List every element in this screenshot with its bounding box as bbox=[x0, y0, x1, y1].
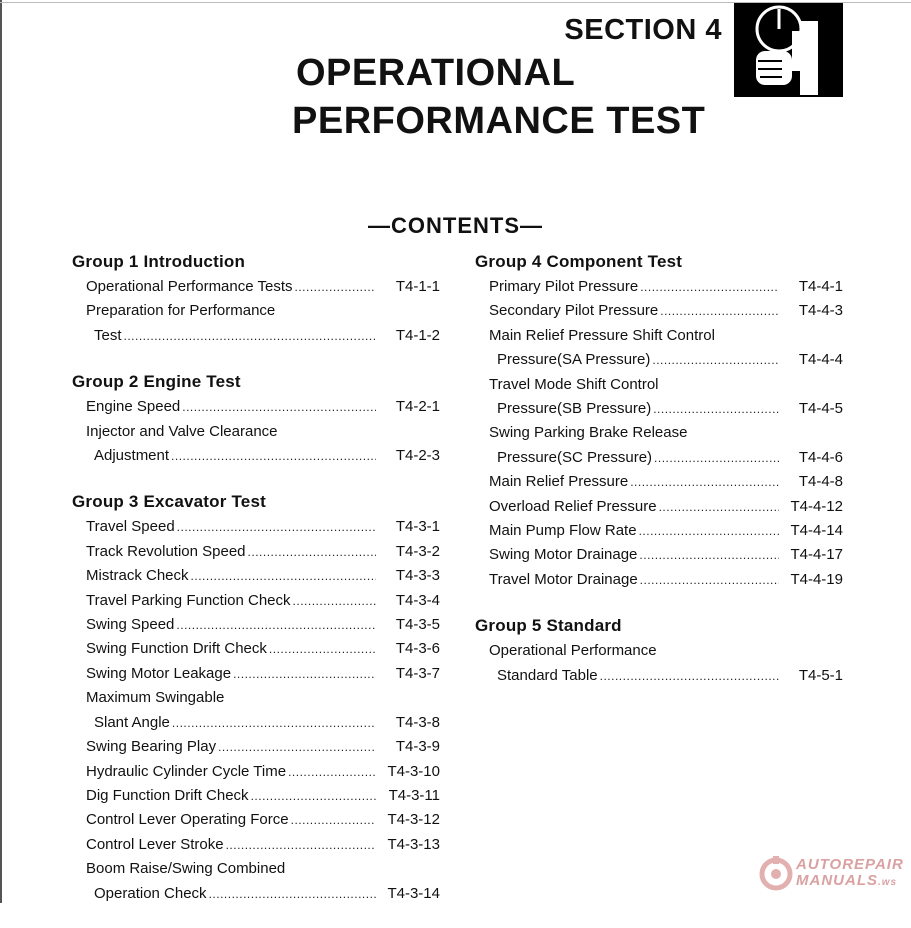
page-number: T4-4-12 bbox=[790, 497, 843, 515]
toc-entry[interactable]: Injector and Valve Clearance Adjustment ..... T4-2-3 bbox=[72, 420, 440, 469]
gauge-hand-icon bbox=[734, 3, 843, 97]
page-number: T4-4-14 bbox=[790, 522, 843, 540]
page-number: T4-3-3 bbox=[395, 567, 440, 585]
page-number: T4-2-1 bbox=[395, 398, 440, 416]
contents-heading: —CONTENTS— bbox=[368, 213, 543, 238]
page-number: T4-1-1 bbox=[395, 278, 440, 295]
toc-entry[interactable]: Primary Pilot Pressure ..... T4-4-1 bbox=[475, 275, 843, 299]
toc-entry[interactable]: Track Revolution Speed ..... T4-3-2 bbox=[72, 540, 440, 564]
page-number: T4-4-4 bbox=[798, 351, 843, 369]
toc-group-1 bbox=[72, 250, 440, 348]
section-label: SECTION 4 bbox=[564, 14, 722, 46]
page-number: T4-4-3 bbox=[798, 302, 843, 320]
page-number: T4-4-17 bbox=[790, 546, 843, 564]
toc-entry[interactable]: Overload Relief Pressure ..... T4-4-12 bbox=[475, 495, 843, 519]
toc-entry[interactable]: Swing Motor Leakage ..... T4-3-7 bbox=[72, 662, 440, 686]
page-number: T4-1-2 bbox=[395, 326, 440, 344]
page-number: T4-3-4 bbox=[395, 591, 440, 609]
toc-entry[interactable]: Swing Parking Brake Release Pressure(SC Pressure) ..... T4-4-6 bbox=[475, 421, 843, 470]
toc-entry[interactable]: Swing Motor Drainage ..... T4-4-17 bbox=[475, 543, 843, 567]
toc-entry[interactable]: Travel Mode Shift Control Pressure(SB Pressure) ..... T4-4-5 bbox=[475, 373, 843, 422]
toc-entry[interactable]: Travel Motor Drainage ..... T4-4-19 bbox=[475, 568, 843, 592]
toc-entry[interactable]: Preparation for Performance Test ..... T4-1-2 bbox=[72, 299, 440, 348]
page-title-line-1: OPERATIONAL bbox=[296, 52, 576, 94]
wrench-logo-icon bbox=[758, 854, 794, 894]
page-number: T4-3-7 bbox=[395, 664, 440, 682]
toc-group-4 bbox=[475, 250, 843, 592]
toc-entry[interactable]: Swing Speed ..... T4-3-5 bbox=[72, 613, 440, 637]
toc-entry[interactable]: Main Relief Pressure Shift Control Pressure(SA Pressure) ..... T4-4-4 bbox=[475, 324, 843, 373]
toc-entry[interactable]: Operational Performance Standard Table ..... T4-5-1 bbox=[475, 639, 843, 688]
page-number: T4-3-10 bbox=[387, 762, 440, 780]
page-number: T4-4-1 bbox=[798, 278, 843, 295]
toc-entry[interactable]: Main Relief Pressure ..... T4-4-8 bbox=[475, 470, 843, 494]
page-number: T4-3-11 bbox=[388, 786, 440, 804]
page-number: T4-3-2 bbox=[395, 542, 440, 560]
toc-entry[interactable]: Engine Speed ..... T4-2-1 bbox=[72, 395, 440, 419]
page-number: T4-3-12 bbox=[387, 811, 440, 829]
toc-entry[interactable]: Control Lever Stroke ..... T4-3-13 bbox=[72, 833, 440, 857]
toc-entry[interactable]: Travel Parking Function Check ..... T4-3-4 bbox=[72, 589, 440, 613]
page-number: T4-3-14 bbox=[387, 884, 440, 902]
page-number: T4-4-8 bbox=[798, 473, 843, 491]
page-number: T4-3-13 bbox=[387, 835, 440, 853]
group-title: Group 5 Standard bbox=[475, 616, 622, 636]
toc-entry[interactable]: Swing Function Drift Check ..... T4-3-6 bbox=[72, 637, 440, 661]
group-title: Group 3 Excavator Test bbox=[72, 492, 266, 512]
toc-entry[interactable]: Swing Bearing Play ..... T4-3-9 bbox=[72, 735, 440, 759]
toc-entry[interactable]: Maximum Swingable Slant Angle ..... T4-3-8 bbox=[72, 686, 440, 735]
toc-entry[interactable]: Control Lever Operating Force ..... T4-3-12 bbox=[72, 808, 440, 832]
group-title: Group 4 Component Test bbox=[475, 252, 683, 271]
group-title: Group 1 Introduction bbox=[72, 252, 246, 271]
toc-entry[interactable]: Boom Raise/Swing Combined Operation Check ..... T4-3-14 bbox=[72, 857, 440, 906]
toc-group-5 bbox=[475, 614, 843, 688]
toc-entry[interactable]: Main Pump Flow Rate ..... T4-4-14 bbox=[475, 519, 843, 543]
watermark-line-1: AUTOREPAIR bbox=[796, 856, 904, 873]
watermark-line-2: MANUALS.ws bbox=[796, 872, 898, 889]
toc-group-3 bbox=[72, 490, 440, 906]
page-number: T4-2-3 bbox=[395, 447, 440, 465]
toc-entry[interactable]: Secondary Pilot Pressure ..... T4-4-3 bbox=[475, 299, 843, 323]
page-left-edge bbox=[0, 0, 2, 903]
toc-group-2 bbox=[72, 370, 440, 468]
page-number: T4-3-9 bbox=[395, 738, 440, 756]
page-number: T4-4-6 bbox=[798, 448, 843, 466]
page-number: T4-4-19 bbox=[790, 570, 843, 588]
page-number: T4-4-5 bbox=[798, 400, 843, 418]
toc-column-left bbox=[72, 250, 440, 928]
page-title-line-2: PERFORMANCE TEST bbox=[292, 100, 706, 142]
group-title: Group 2 Engine Test bbox=[72, 372, 241, 392]
toc-entry[interactable]: Operational Performance Tests ..... T4-1-1 bbox=[72, 275, 440, 299]
page-number: T4-3-1 bbox=[395, 518, 440, 536]
toc-entry[interactable]: Dig Function Drift Check ..... T4-3-11 bbox=[72, 784, 440, 808]
toc-column-right bbox=[475, 250, 843, 710]
toc-entry[interactable]: Hydraulic Cylinder Cycle Time ..... T4-3-10 bbox=[72, 760, 440, 784]
watermark bbox=[756, 850, 906, 896]
page-number: T4-5-1 bbox=[798, 666, 843, 684]
page-number: T4-3-8 bbox=[395, 713, 440, 731]
toc-entry[interactable]: Travel Speed ..... T4-3-1 bbox=[72, 515, 440, 539]
toc-entry[interactable]: Mistrack Check ..... T4-3-3 bbox=[72, 564, 440, 588]
page-number: T4-3-6 bbox=[395, 640, 440, 658]
page-number: T4-3-5 bbox=[395, 616, 440, 634]
